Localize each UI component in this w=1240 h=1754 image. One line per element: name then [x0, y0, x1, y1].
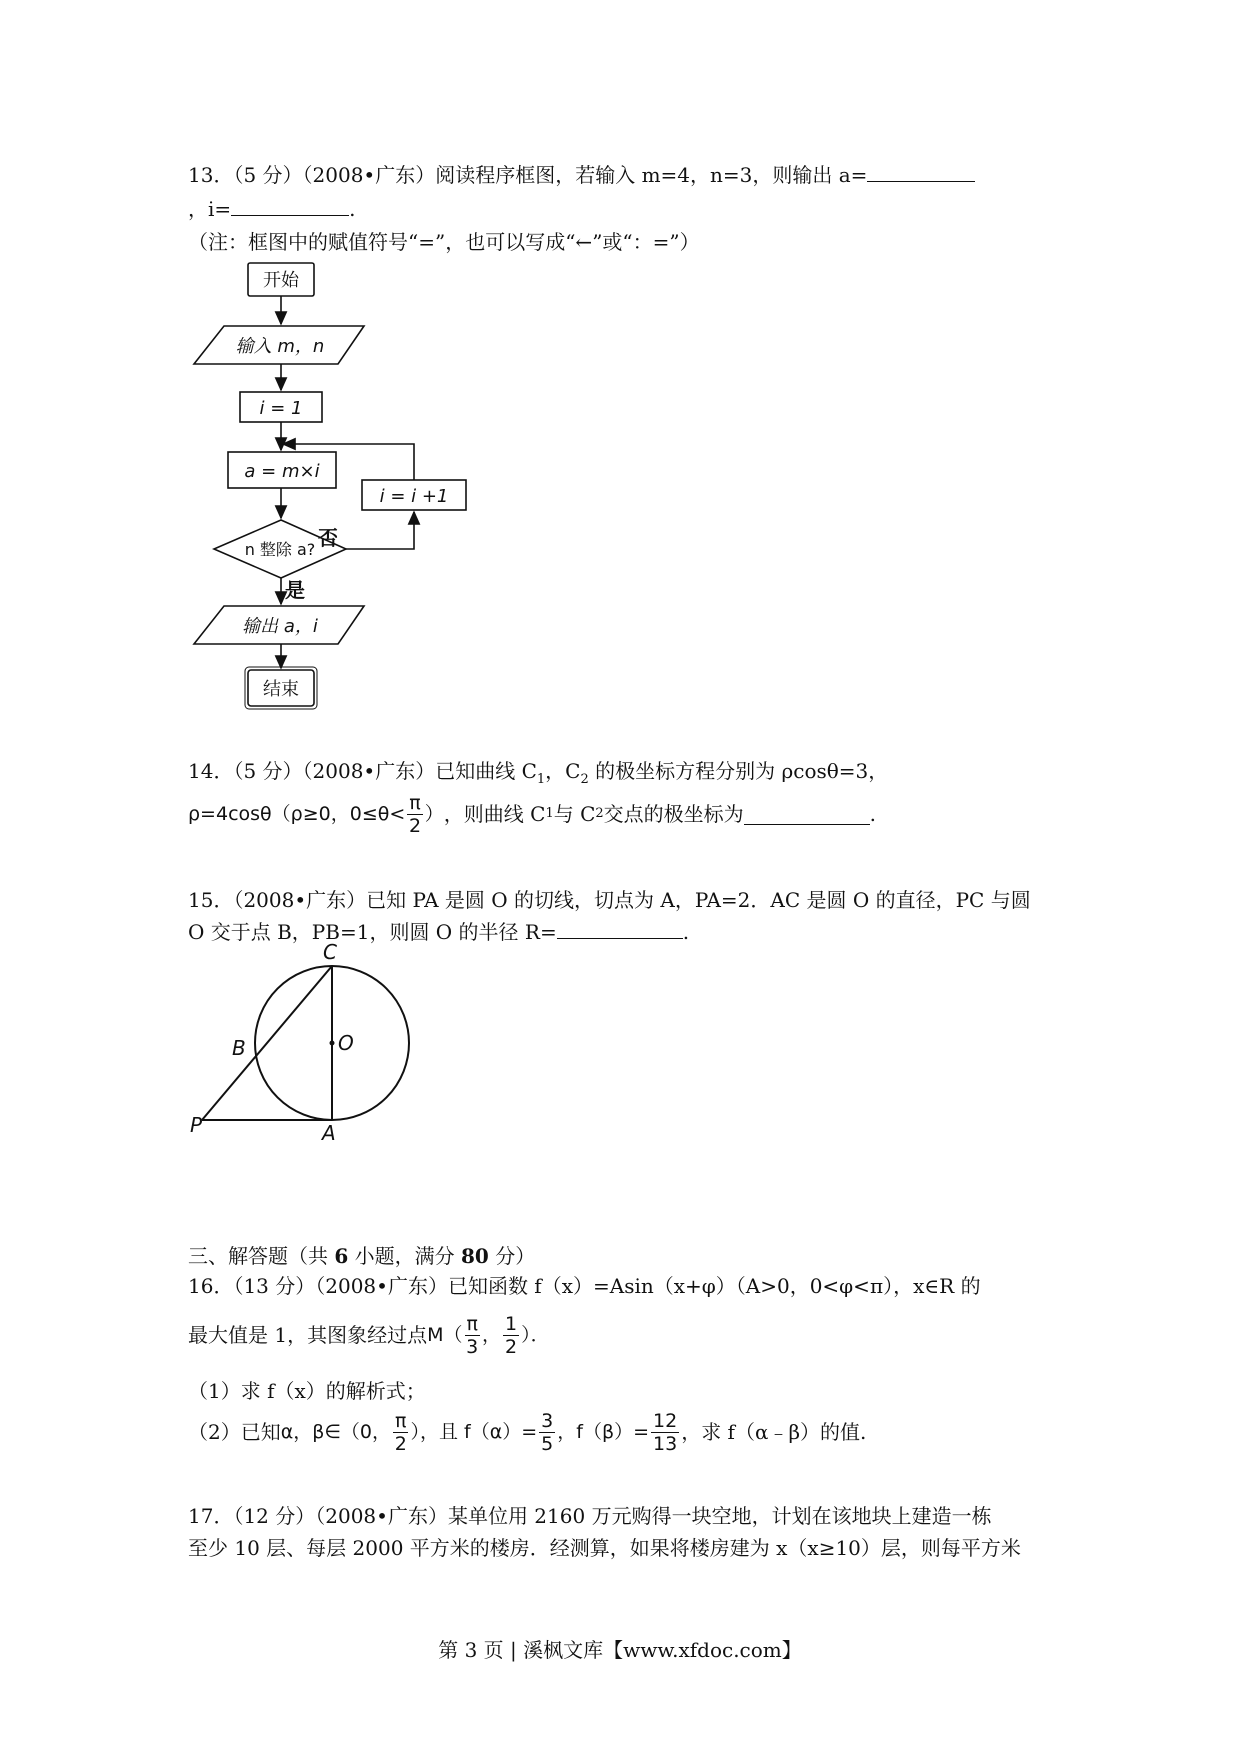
q13-line1 [188, 161, 975, 189]
section3-score: 80 [461, 1244, 489, 1268]
q13-line2 [188, 195, 356, 223]
flow-assign-label: a = m×i [244, 461, 320, 482]
q16-frac2-num: 1 [504, 1312, 518, 1335]
q13-text: 13．（5 分）（2008•广东）阅读程序框图，若输入 m=4，n=3，则输出 a= [188, 163, 868, 187]
q16-part2-c: ），且 f（α）= [410, 1421, 538, 1443]
q16-frac2-den: 2 [504, 1335, 518, 1358]
label-b: B [232, 1036, 246, 1060]
secant-pc [202, 966, 332, 1120]
q16-frac4-num: 3 [541, 1409, 554, 1432]
q16-frac-pi3 [465, 1313, 480, 1358]
page-footer: 第 3 页 | 溪枫文库【www.xfdoc.com】 [438, 1638, 802, 1662]
q13-flowchart [188, 258, 488, 718]
q16-part2-d: ，f（β）= [557, 1421, 650, 1443]
q16-frac1-den: 3 [466, 1335, 479, 1358]
q14-text-c: 的极坐标方程分别为 ρcosθ=3， [588, 759, 889, 783]
q16-line2-text: 最大值是 1，其图象经过点 [188, 1323, 428, 1347]
q13-line2-suffix: . [349, 197, 356, 221]
q13-note: （注：框图中的赋值符号“=”，也可以写成“←”或“：=”） [188, 230, 700, 254]
flow-output-label: 输出 a，i [242, 616, 318, 637]
q16-frac3-num: π [395, 1409, 407, 1432]
q13-answer-blank-a [867, 161, 975, 182]
section3-post: 分） [488, 1244, 536, 1268]
flow-input-label: 输入 m，n [235, 336, 325, 357]
q16-part2-e: ，求 f（α﹣β）的值. [681, 1420, 867, 1444]
q16-part2 [188, 1404, 866, 1460]
q15-line1: 15．（2008•广东）已知 PA 是圆 O 的切线，切点为 A，PA=2．AC 是圆 O 的直径，PC 与圆 [188, 888, 1031, 912]
q16-point-end: ）． [521, 1324, 550, 1346]
flow-end-label: 结束 [263, 679, 299, 700]
q16-frac-12-13 [651, 1410, 679, 1455]
q14-formula-end: ） [424, 803, 444, 825]
label-a: A [322, 1121, 336, 1145]
q17-line2: 至少 10 层、每层 2000 平方米的楼房．经测算，如果将楼房建为 x（x≥10）层，则每平方米 [188, 1536, 1021, 1560]
section3-pre: 三、解答题（共 [188, 1244, 335, 1268]
flow-decision-label: n 整除 a? [244, 540, 316, 559]
q14-frac-num: π [409, 791, 421, 814]
label-o: O [338, 1031, 354, 1055]
q16-frac5-num: 12 [653, 1409, 678, 1432]
q14-sub2b: 2 [595, 806, 604, 821]
q14-sub1b: 1 [545, 806, 554, 821]
q14-sub2: 2 [580, 772, 589, 787]
q15-end: . [682, 920, 690, 944]
q16-frac3-den: 2 [394, 1432, 407, 1455]
q14-fraction [407, 792, 422, 837]
flow-init-label: i = 1 [259, 398, 303, 419]
q14-sub1: 1 [536, 772, 546, 787]
q14-answer-blank [744, 804, 870, 825]
section3-count: 6 [334, 1244, 349, 1268]
q15-circle-figure [188, 940, 428, 1150]
q16-part2-b: α，β∈（0， [280, 1421, 392, 1443]
q16-frac-3-5 [539, 1410, 555, 1455]
flow-start-label: 开始 [263, 270, 299, 291]
q16-part1: （1）求 f（x）的解析式； [188, 1379, 426, 1403]
section3-mid: 小题，满分 [348, 1244, 461, 1268]
q16-comma: ， [481, 1324, 501, 1346]
q16-frac4-den: 5 [541, 1432, 554, 1455]
flow-increment-label: i = i +1 [379, 486, 449, 507]
flow-yes-label: 是 [285, 578, 305, 602]
q14-end: . [869, 802, 877, 826]
q14-line2-a: ，则曲线 C [443, 802, 546, 826]
q14-frac-den: 2 [408, 814, 422, 837]
q14-line2-c: 交点的极坐标为 [603, 802, 744, 826]
q14-text-b: ，C [545, 759, 581, 783]
q16-line2 [188, 1308, 550, 1362]
q15-line2-text: O 交于点 B，PB=1，则圆 O 的半径 R= [188, 920, 557, 944]
label-p: P [190, 1113, 203, 1137]
q13-line2-prefix: ，i= [188, 197, 232, 221]
q16-frac1-num: π [466, 1312, 478, 1335]
q14-text-a: 14．（5 分）（2008•广东）已知曲线 C [188, 759, 537, 783]
q13-answer-blank-i [231, 195, 349, 216]
q15-answer-blank [557, 918, 683, 939]
q16-part2-a: （2）已知 [188, 1420, 281, 1444]
q16-frac-pi2 [393, 1410, 408, 1455]
q16-frac-half [503, 1313, 519, 1358]
flow-no-label: 否 [318, 526, 338, 550]
center-dot [330, 1041, 335, 1046]
section3-heading [188, 1242, 535, 1270]
q16-point-m: M（ [427, 1324, 463, 1346]
q14-line2-b: 与 C [553, 802, 596, 826]
q16-frac5-den: 13 [653, 1432, 678, 1455]
q14-formula: ρ=4cosθ（ρ≥0，0≤θ< [188, 803, 406, 825]
q16-line1: 16．（13 分）（2008•广东）已知函数 f（x）=Asin（x+φ）（A>0，0<φ<π），x∈R 的 [188, 1274, 981, 1298]
label-c: C [323, 940, 337, 964]
q14-line2 [188, 786, 876, 842]
q17-line1: 17．（12 分）（2008•广东）某单位用 2160 万元购得一块空地，计划在该地块上建造一栋 [188, 1504, 992, 1528]
